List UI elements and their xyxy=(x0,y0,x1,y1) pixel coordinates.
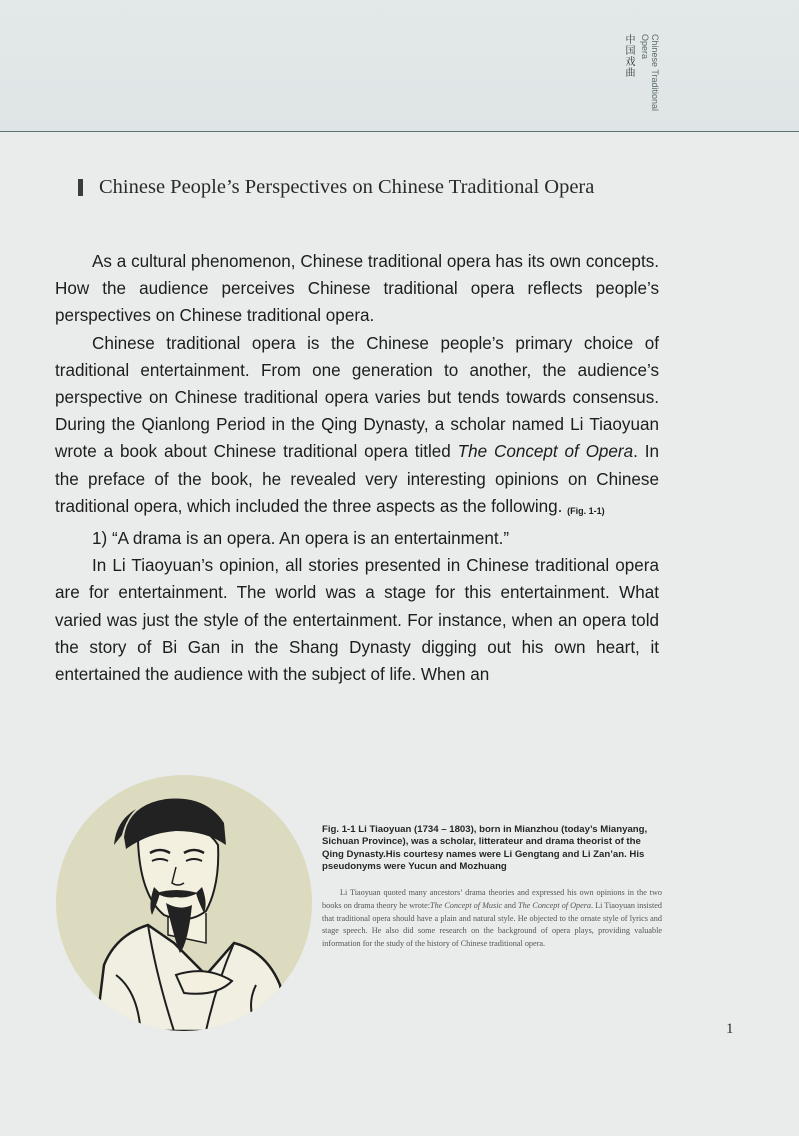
figure-caption-title: Fig. 1-1 Li Tiaoyuan (1734 – 1803), born in Mianzhou (today’s Mianyang, Sichuan Province), was a scholar, litterateur and drama theorist of the Qing Dynasty.His courtesy names were Li Gengtang and Li Zan’an. His pseudonyms were Yucun and Mozhuang xyxy=(322,824,648,872)
header-rule xyxy=(0,131,799,132)
body-text xyxy=(55,248,659,688)
portrait-drawing xyxy=(56,775,312,1031)
caption-text-a: Li Tiaoyuan quoted many ancestors’ drama theories and expressed his own opinions in the two books on drama theory he wrote: xyxy=(322,888,662,910)
paragraph-1: As a cultural phenomenon, Chinese traditional opera has its own concepts. How the audience perceives Chinese traditional opera reflects people’s perspectives on Chinese traditional opera. xyxy=(55,252,659,326)
caption-book-title-1: The Concept of Music xyxy=(430,900,503,910)
paragraph-2 xyxy=(55,330,659,525)
heading-marker xyxy=(78,179,83,196)
header-band xyxy=(0,0,799,132)
caption-text-b: . Li Tiaoyuan insisted that traditional opera should have a plain and natural style. He objected to the ornate style of lyrics and stage speech. He also did some research on the background of opera plays, providing valuable information for the study of the history of Chinese traditional opera. xyxy=(322,900,662,949)
paragraph-4: In Li Tiaoyuan’s opinion, all stories presented in Chinese traditional opera are for entertainment. The world was a stage for this entertainment. What varied was just the style of the entertainment. For instance, when an opera told the story of Bi Gan in the Shang Dynasty digging out his own heart, it entertained the audience with the subject of life. When an xyxy=(55,556,659,685)
book-title-concept-of-opera: The Concept of Opera xyxy=(457,442,634,462)
portrait-illustration xyxy=(56,775,312,1031)
caption-book-title-2: The Concept of Opera xyxy=(518,900,592,910)
section-heading xyxy=(78,176,698,199)
paragraph-2-part-a: Chinese traditional opera is the Chinese people’s primary choice of traditional entertainment. From one generation to another, the audience’s perspective on Chinese traditional opera varies but tends towards consensus. During the Qianlong Period in the Qing Dynasty, a scholar named Li Tiaoyuan wrote a book about Chinese traditional opera titled xyxy=(55,333,659,462)
page-number: 1 xyxy=(726,1021,734,1037)
running-head-english: Chinese Traditional Opera xyxy=(640,34,660,112)
figure-reference: (Fig. 1-1) xyxy=(567,505,605,516)
section-heading-text: Chinese People’s Perspectives on Chinese Traditional Opera xyxy=(99,176,595,198)
paragraph-3: 1) “A drama is an opera. An opera is an entertainment.” xyxy=(92,529,510,549)
caption-and: and xyxy=(502,900,519,910)
figure-caption-body xyxy=(322,887,662,951)
running-head xyxy=(612,34,660,124)
paragraph-2-part-b: . In the preface of the book, he revealed very interesting opinions on Chinese traditional opera, which included the three aspects as the following. xyxy=(55,442,660,516)
running-head-chinese: 中国戏曲 xyxy=(623,34,634,78)
